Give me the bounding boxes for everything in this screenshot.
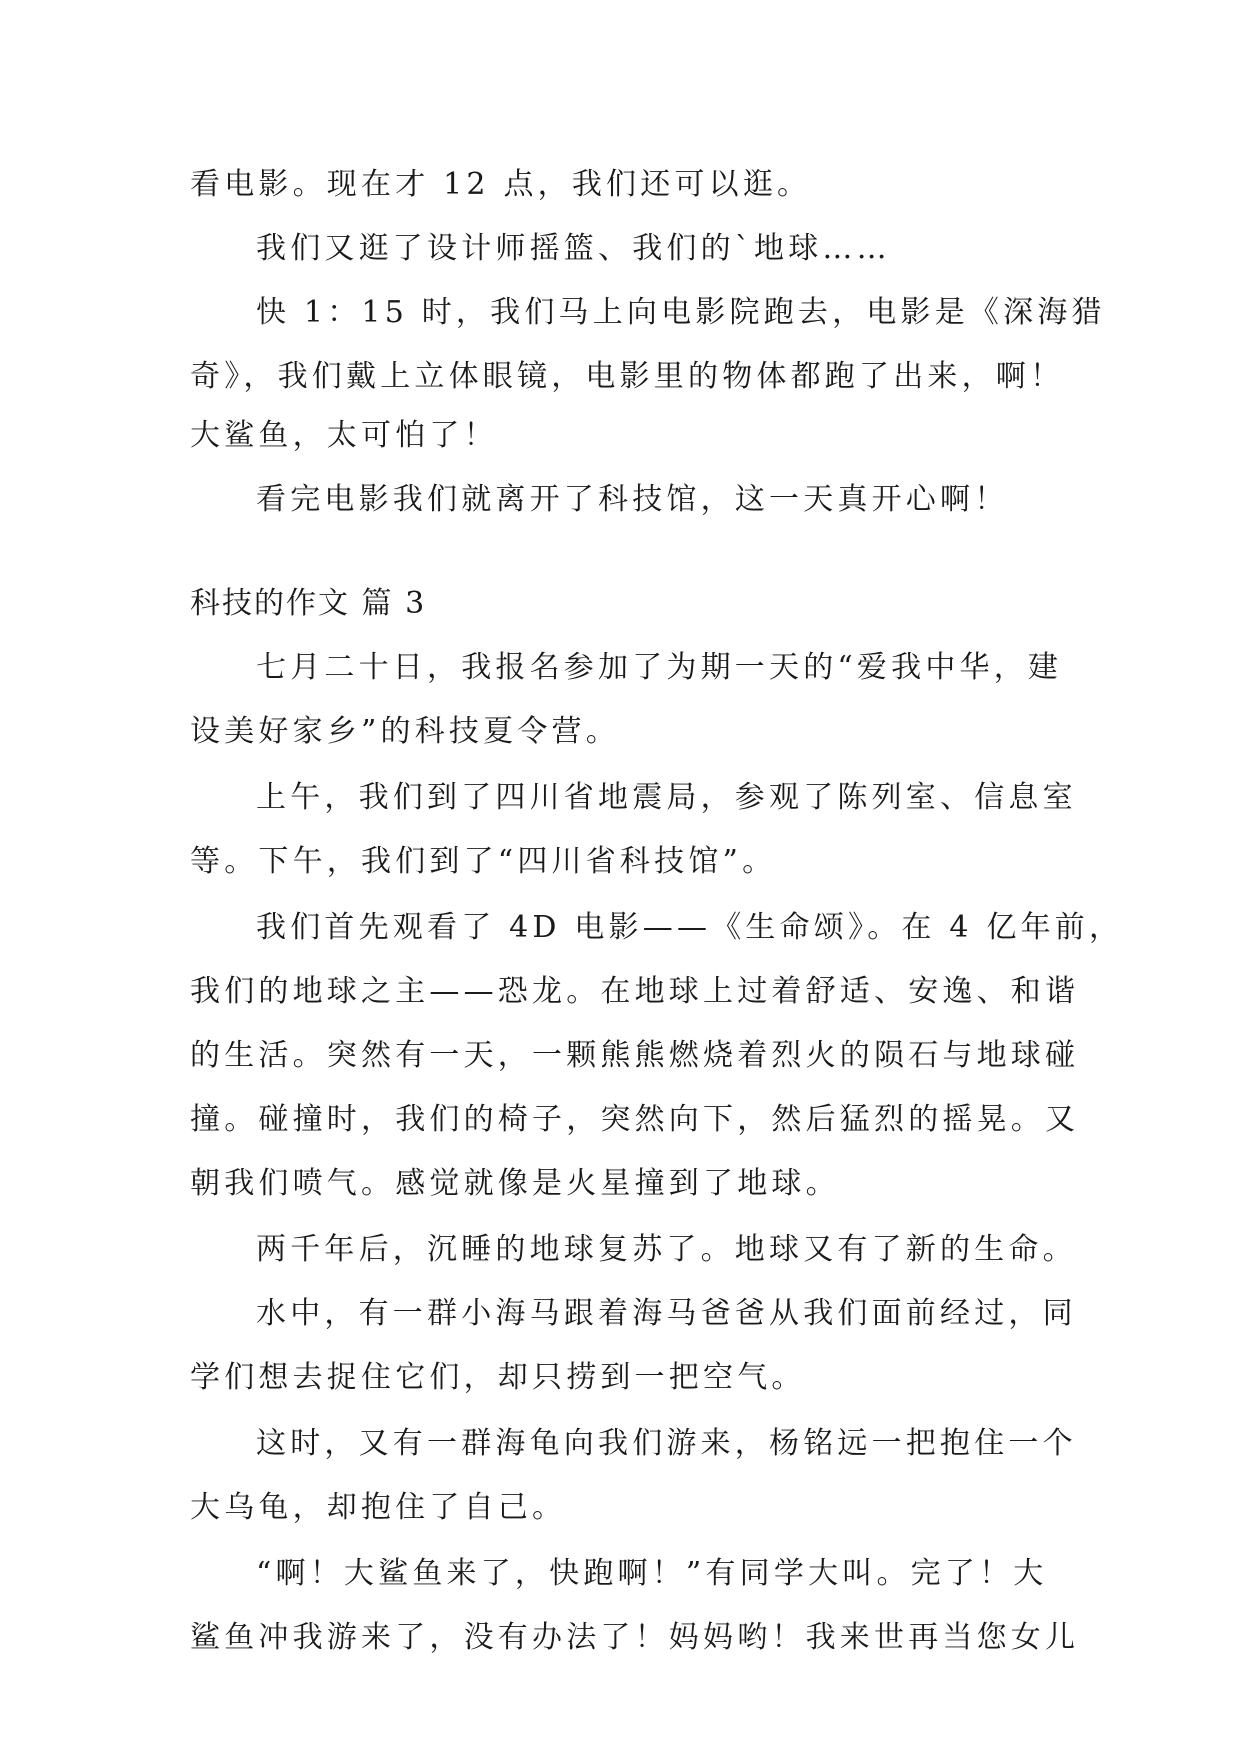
text-line: 看完电影我们就离开了科技馆，这一天真开心啊！ <box>256 482 1009 517</box>
text-line: 上午，我们到了四川省地震局，参观了陈列室、信息室 <box>256 780 1077 815</box>
text-line: 学们想去捉住它们，却只捞到一把空气。 <box>190 1360 806 1395</box>
text-line: 大鲨鱼，太可怕了！ <box>190 418 498 453</box>
text-line: 我们首先观看了 4D 电影——《生命颂》。在 4 亿年前， <box>256 910 1124 945</box>
section-heading: 科技的作文 篇 3 <box>190 586 427 621</box>
text-line: “啊！大鲨鱼来了，快跑啊！”有同学大叫。完了！大 <box>256 1556 1048 1591</box>
text-line: 撞。碰撞时，我们的椅子，突然向下，然后猛烈的摇晃。又 <box>190 1102 1080 1137</box>
text-line: 看电影。现在才 12 点，我们还可以逛。 <box>190 167 812 202</box>
text-line: 这时，又有一群海龟向我们游来，杨铭远一把抱住一个 <box>256 1426 1077 1461</box>
text-line: 朝我们喷气。感觉就像是火星撞到了地球。 <box>190 1166 840 1201</box>
text-line: 大乌龟，却抱住了自己。 <box>190 1490 567 1525</box>
text-line: 鲨鱼冲我游来了，没有办法了！妈妈哟！我来世再当您女儿 <box>190 1620 1080 1655</box>
text-line: 快 1：15 时，我们马上向电影院跑去，电影是《深海猎 <box>256 295 1106 330</box>
text-line: 我们又逛了设计师摇篮、我们的`地球…… <box>256 231 891 266</box>
text-line: 等。下午，我们到了“四川省科技馆”。 <box>190 844 777 879</box>
text-line: 的生活。突然有一天，一颗熊熊燃烧着烈火的陨石与地球碰 <box>190 1038 1080 1073</box>
text-line: 设美好家乡”的科技夏令营。 <box>190 714 620 749</box>
text-line: 两千年后，沉睡的地球复苏了。地球又有了新的生命。 <box>256 1232 1077 1267</box>
text-line: 奇》，我们戴上立体眼镜，电影里的物体都跑了出来，啊！ <box>190 359 1065 394</box>
text-line: 七月二十日，我报名参加了为期一天的“爱我中华，建 <box>256 650 1063 685</box>
text-line: 水中，有一群小海马跟着海马爸爸从我们面前经过，同 <box>256 1296 1077 1331</box>
text-line: 我们的地球之主——恐龙。在地球上过着舒适、安逸、和谐 <box>190 974 1080 1009</box>
